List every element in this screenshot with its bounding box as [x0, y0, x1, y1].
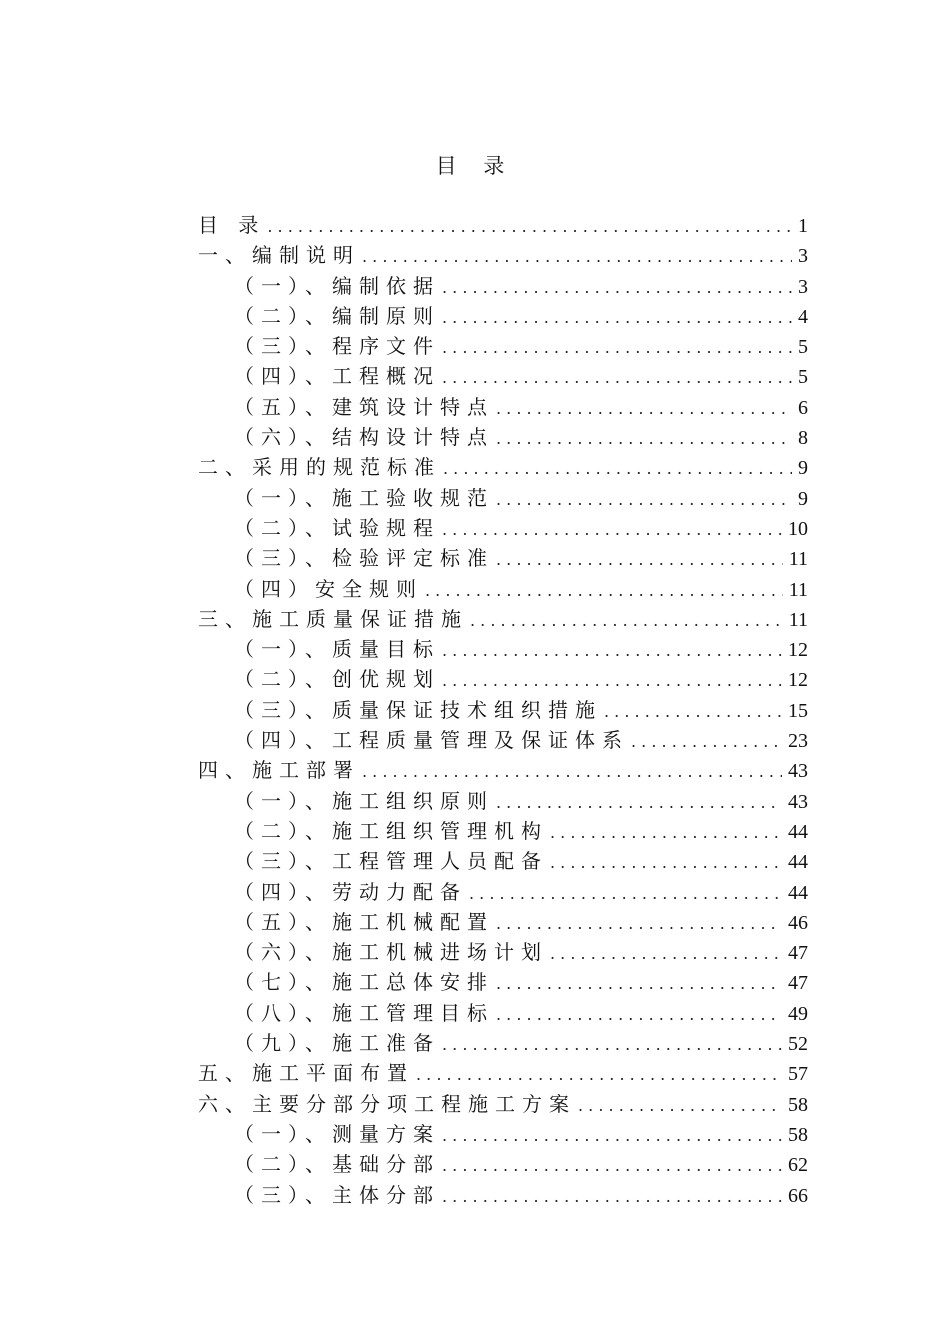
toc-entry-page-number: 46	[788, 911, 808, 934]
toc-entry-page-number: 66	[788, 1184, 808, 1207]
dot-leader	[362, 757, 782, 787]
toc-entry-page-number: 3	[798, 245, 808, 268]
toc-entry-label: （一）、测量方案	[234, 1121, 440, 1146]
dot-leader	[442, 333, 792, 363]
toc-entry-label: （三）、主体分部	[234, 1182, 440, 1207]
toc-entry-label: （一）、质量目标	[234, 637, 440, 662]
toc-entry-label: （二）、创优规划	[234, 667, 440, 692]
toc-entry-label: （四）、工程质量管理及保证体系	[234, 728, 629, 753]
toc-entry-label: （四）、工程概况	[234, 364, 440, 389]
toc-entry-page-number: 49	[788, 1002, 808, 1025]
toc-entry-label: （七）、施工总体安排	[234, 970, 494, 995]
dot-leader	[604, 697, 782, 727]
toc-entry-page-number: 62	[788, 1154, 808, 1177]
toc-entry-page-number: 52	[788, 1033, 808, 1056]
toc-entry[interactable]	[198, 422, 808, 452]
toc-entry-label: （四）、劳动力配备	[234, 879, 467, 904]
toc-entry[interactable]	[198, 1119, 808, 1149]
toc-entry-page-number: 43	[788, 790, 808, 813]
dot-leader	[496, 485, 792, 515]
toc-entry-page-number: 58	[788, 1123, 808, 1146]
toc-entry[interactable]	[198, 1180, 808, 1210]
dot-leader	[267, 212, 792, 242]
dot-leader	[496, 394, 792, 424]
toc-entry-label: （一）、编制依据	[234, 273, 440, 298]
toc-entry-page-number: 57	[788, 1063, 808, 1086]
dot-leader	[578, 1091, 782, 1121]
toc-entry[interactable]	[198, 725, 808, 755]
toc-entry-label: （二）、试验规程	[234, 515, 440, 540]
dot-leader	[470, 606, 783, 636]
toc-entry[interactable]	[198, 846, 808, 876]
dot-leader	[496, 788, 782, 818]
dot-leader	[550, 848, 782, 878]
toc-entry-label: （三）、质量保证技术组织措施	[234, 697, 602, 722]
toc-entry[interactable]	[198, 210, 808, 240]
dot-leader	[442, 1182, 782, 1212]
toc-entry-label: 目 录	[198, 213, 266, 237]
toc-entry[interactable]	[198, 513, 808, 543]
toc-entry-page-number: 15	[788, 699, 808, 722]
dot-leader	[443, 454, 792, 484]
toc-entry[interactable]	[198, 604, 808, 634]
toc-entry[interactable]	[198, 634, 808, 664]
toc-entry-label: 一、编制说明	[198, 243, 360, 268]
toc-entry[interactable]	[198, 574, 808, 604]
toc-entry-page-number: 9	[798, 487, 808, 510]
toc-entry[interactable]	[198, 1089, 808, 1119]
toc-entry[interactable]	[198, 483, 808, 513]
toc-entry[interactable]	[198, 452, 808, 482]
toc-entry-page-number: 44	[788, 881, 808, 904]
dot-leader	[442, 515, 782, 545]
toc-entry[interactable]	[198, 331, 808, 361]
toc-entry-label: 六、主要分部分项工程施工方案	[198, 1091, 576, 1116]
toc-entry-page-number: 5	[798, 366, 808, 389]
toc-entry-label: （五）、施工机械配置	[234, 909, 494, 934]
dot-leader	[442, 636, 782, 666]
toc-entry[interactable]	[198, 755, 808, 785]
toc-entry-page-number: 44	[788, 851, 808, 874]
toc-entry-page-number: 8	[798, 427, 808, 450]
dot-leader	[442, 1030, 782, 1060]
toc-entry-page-number: 47	[788, 972, 808, 995]
toc-entry-page-number: 10	[788, 517, 808, 540]
toc-entry[interactable]	[198, 240, 808, 270]
toc-entry[interactable]	[198, 937, 808, 967]
dot-leader	[442, 666, 782, 696]
dot-leader	[442, 303, 792, 333]
toc-entry-page-number: 1	[798, 215, 808, 237]
toc-entry-label: 五、施工平面布置	[198, 1061, 414, 1086]
toc-entry-label: （二）、编制原则	[234, 303, 440, 328]
dot-leader	[442, 1151, 782, 1181]
dot-leader	[416, 1060, 782, 1090]
dot-leader	[496, 969, 782, 999]
toc-entry-page-number: 11	[788, 578, 808, 601]
toc-entry-page-number: 43	[788, 760, 808, 783]
dot-leader	[496, 424, 792, 454]
dot-leader	[442, 1121, 782, 1151]
toc-entry-page-number: 11	[788, 548, 808, 571]
toc-entry-page-number: 58	[788, 1093, 808, 1116]
toc-entry-label: （三）、程序文件	[234, 334, 440, 359]
toc-entry[interactable]	[198, 301, 808, 331]
toc-entry-label: 四、施工部署	[198, 758, 360, 783]
dot-leader	[442, 363, 792, 393]
dot-leader	[496, 1000, 782, 1030]
toc-entry[interactable]	[198, 695, 808, 725]
toc-entry[interactable]	[198, 907, 808, 937]
toc-entry-label: 三、施工质量保证措施	[198, 606, 468, 631]
table-of-contents	[198, 210, 808, 1210]
toc-title: 目 录	[435, 154, 515, 178]
toc-entry[interactable]	[198, 967, 808, 997]
toc-entry-label: （一）、施工验收规范	[234, 485, 494, 510]
toc-entry-label: （九）、施工准备	[234, 1031, 440, 1056]
toc-entry[interactable]	[198, 543, 808, 573]
toc-entry-page-number: 3	[798, 275, 808, 298]
toc-entry-label: （五）、建筑设计特点	[234, 394, 494, 419]
toc-entry[interactable]	[198, 786, 808, 816]
toc-entry[interactable]	[198, 816, 808, 846]
dot-leader	[496, 545, 783, 575]
dot-leader	[469, 879, 782, 909]
dot-leader	[496, 909, 782, 939]
toc-entry[interactable]	[198, 1149, 808, 1179]
toc-entry-page-number: 6	[798, 396, 808, 419]
toc-entry-label: （四）安全规则	[234, 576, 423, 601]
toc-entry-page-number: 5	[798, 336, 808, 359]
toc-entry-label: （一）、施工组织原则	[234, 788, 494, 813]
toc-entry-label: （三）、检验评定标准	[234, 546, 494, 571]
toc-entry-page-number: 9	[798, 457, 808, 480]
dot-leader	[425, 576, 783, 606]
toc-entry-label: （三）、工程管理人员配备	[234, 849, 548, 874]
toc-entry[interactable]	[198, 664, 808, 694]
toc-entry[interactable]	[198, 361, 808, 391]
dot-leader	[362, 242, 792, 272]
toc-entry-page-number: 12	[788, 669, 808, 692]
toc-entry-label: （六）、结构设计特点	[234, 425, 494, 450]
toc-entry-label: （二）、施工组织管理机构	[234, 818, 548, 843]
toc-entry-label: 二、采用的规范标准	[198, 455, 441, 480]
toc-entry-label: （六）、施工机械进场计划	[234, 940, 548, 965]
toc-entry[interactable]	[198, 392, 808, 422]
toc-entry[interactable]	[198, 877, 808, 907]
toc-entry[interactable]	[198, 998, 808, 1028]
dot-leader	[550, 939, 782, 969]
toc-entry-page-number: 4	[798, 305, 808, 328]
toc-entry-page-number: 44	[788, 820, 808, 843]
dot-leader	[550, 818, 782, 848]
toc-entry-page-number: 12	[788, 639, 808, 662]
toc-entry[interactable]	[198, 1058, 808, 1088]
toc-entry[interactable]	[198, 1028, 808, 1058]
toc-entry-page-number: 23	[788, 730, 808, 753]
dot-leader	[631, 727, 782, 757]
dot-leader	[442, 273, 792, 303]
toc-entry-label: （八）、施工管理目标	[234, 1000, 494, 1025]
toc-entry-page-number: 47	[788, 942, 808, 965]
toc-entry-page-number: 11	[788, 608, 808, 631]
toc-entry[interactable]	[198, 271, 808, 301]
toc-entry-label: （二）、基础分部	[234, 1152, 440, 1177]
